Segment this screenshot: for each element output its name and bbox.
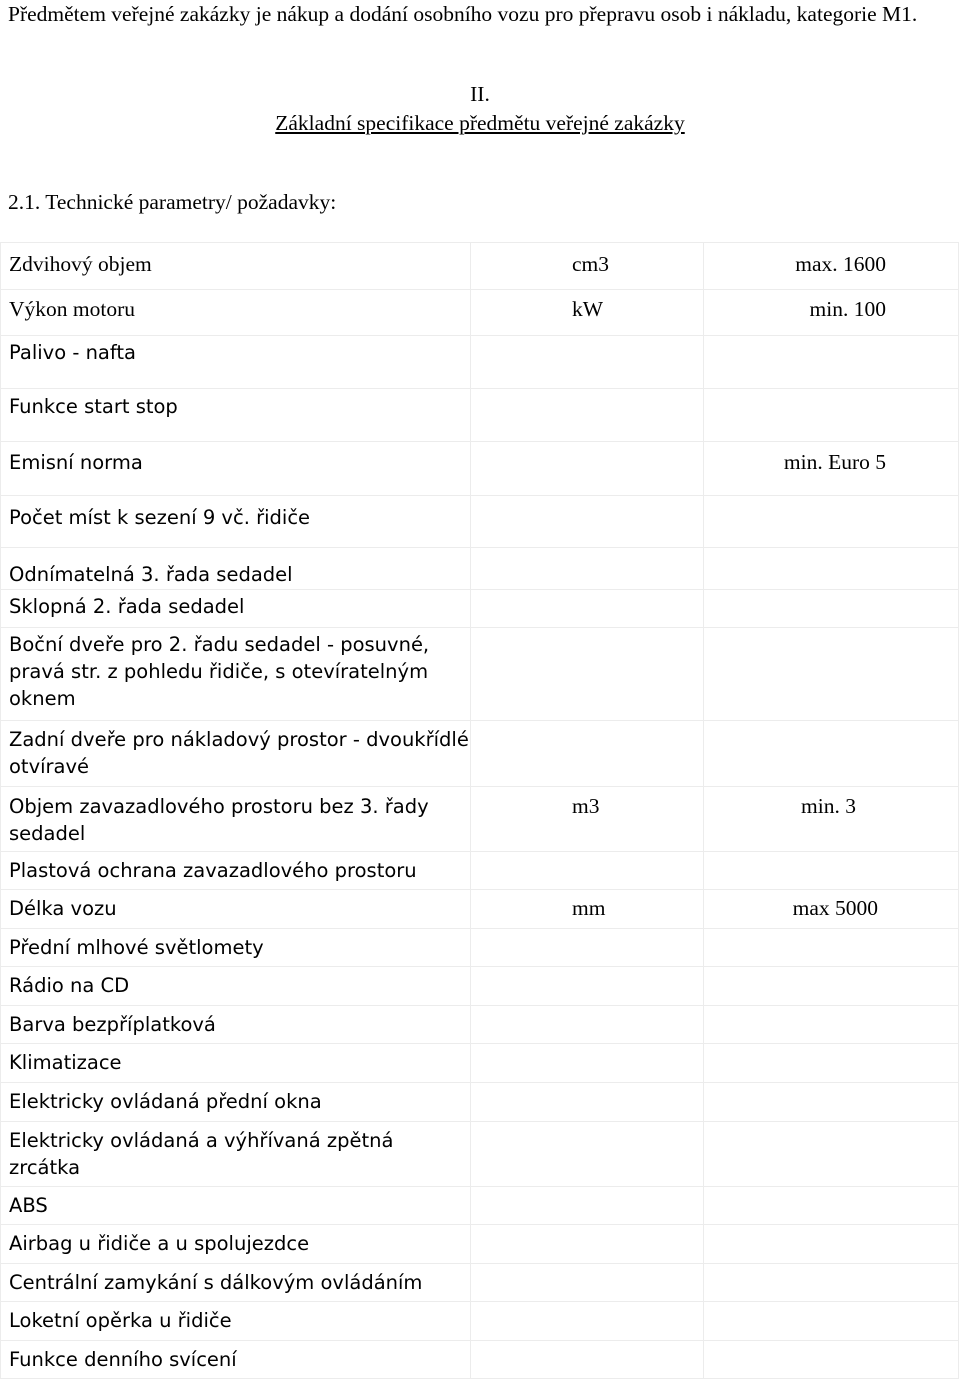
unit-cell	[471, 1044, 704, 1083]
parameter-cell	[1, 721, 471, 787]
unit-cell	[471, 496, 704, 548]
unit-cell	[471, 336, 704, 389]
unit-label	[471, 1225, 703, 1230]
unit-cell	[471, 1122, 704, 1187]
chapter-number: II.	[470, 82, 490, 106]
table-row	[1, 290, 959, 336]
parameter-cell	[1, 1187, 471, 1225]
parameter-label: Délka vozu	[9, 897, 117, 920]
unit-label: cm3	[572, 252, 610, 276]
parameter-cell	[1, 1006, 471, 1044]
parameter-label: Emisní norma	[9, 451, 143, 474]
value-cell	[704, 1006, 959, 1044]
parameter-cell	[1, 243, 471, 290]
parameter-cell	[1, 336, 471, 389]
value-cell	[704, 721, 959, 787]
unit-cell	[471, 787, 704, 852]
unit-cell	[471, 967, 704, 1006]
parameter-cell	[1, 1225, 471, 1264]
value-cell	[704, 1264, 959, 1302]
value-label	[704, 721, 958, 726]
value-cell	[704, 628, 959, 721]
table-row	[1, 852, 959, 890]
unit-label	[471, 1083, 703, 1088]
parameter-label: Odnímatelná 3. řada sedadel	[9, 563, 293, 586]
value-cell	[704, 1341, 959, 1379]
unit-label	[471, 852, 703, 857]
table-row	[1, 1122, 959, 1187]
unit-cell	[471, 1006, 704, 1044]
parameter-label: Airbag u řidiče a u spolujezdce	[9, 1232, 310, 1255]
unit-cell	[471, 628, 704, 721]
parameter-label: Palivo - nafta	[9, 341, 136, 364]
value-cell	[704, 336, 959, 389]
unit-label	[471, 1341, 703, 1346]
value-label	[704, 548, 958, 561]
unit-label	[471, 929, 703, 934]
unit-cell	[471, 721, 704, 787]
value-label	[704, 1187, 958, 1192]
parameter-cell	[1, 852, 471, 890]
value-cell	[704, 929, 959, 967]
value-label	[704, 1006, 958, 1011]
table-row	[1, 787, 959, 852]
chapter-title: Základní specifikace předmětu veřejné zakázky	[275, 111, 685, 135]
table-row	[1, 1225, 959, 1264]
parameter-cell	[1, 787, 471, 852]
unit-label: mm	[572, 896, 606, 920]
unit-label	[471, 721, 703, 726]
parameter-label: ABS	[9, 1194, 48, 1217]
value-cell	[704, 1302, 959, 1341]
parameter-label: Loketní opěrka u řidiče	[9, 1309, 232, 1332]
unit-cell	[471, 548, 704, 590]
parameter-label: Zdvihový objem	[9, 252, 152, 276]
table-row	[1, 548, 959, 590]
parameter-cell	[1, 548, 471, 590]
value-label	[704, 336, 958, 339]
table-row	[1, 890, 959, 929]
value-label	[704, 1302, 958, 1307]
intro-paragraph: Předmětem veřejné zakázky je nákup a dodání osobního vozu pro přepravu osob i nákladu, kategorie M1.	[8, 2, 918, 26]
table-row	[1, 1341, 959, 1379]
parameter-cell	[1, 1302, 471, 1341]
parameter-label: Funkce denního svícení	[9, 1348, 237, 1371]
unit-label	[471, 1044, 703, 1049]
parameter-label: Centrální zamykání s dálkovým ovládáním	[9, 1271, 423, 1294]
unit-label	[471, 336, 703, 339]
unit-label	[471, 1006, 703, 1011]
parameter-label: Klimatizace	[9, 1051, 122, 1074]
table-row	[1, 389, 959, 442]
unit-cell	[471, 1187, 704, 1225]
value-label: min. Euro 5	[783, 450, 886, 474]
parameter-label: Elektricky ovládaná přední okna	[9, 1090, 322, 1113]
value-cell	[704, 787, 959, 852]
value-label	[704, 929, 958, 934]
unit-cell	[471, 290, 704, 336]
parameter-cell	[1, 590, 471, 628]
section-title: 2.1. Technické parametry/ požadavky:	[8, 190, 337, 214]
value-cell	[704, 967, 959, 1006]
value-cell	[704, 852, 959, 890]
unit-label	[471, 389, 703, 393]
table-row	[1, 1044, 959, 1083]
value-label	[704, 389, 958, 393]
value-label	[704, 590, 958, 593]
unit-cell	[471, 852, 704, 890]
value-label: min. 3	[801, 794, 856, 818]
value-cell	[704, 890, 959, 929]
parameter-label: Zadní dveře pro nákladový prostor - dvoukřídlé otvíravé	[9, 728, 469, 778]
value-cell	[704, 1044, 959, 1083]
parameter-label: Přední mlhové světlomety	[9, 936, 264, 959]
value-cell	[704, 389, 959, 442]
parameter-label: Sklopná 2. řada sedadel	[9, 595, 245, 618]
table-row	[1, 967, 959, 1006]
parameter-label: Rádio na CD	[9, 974, 130, 997]
value-cell	[704, 1225, 959, 1264]
unit-cell	[471, 1341, 704, 1379]
unit-cell	[471, 1225, 704, 1264]
value-label	[704, 496, 958, 504]
value-label	[704, 1083, 958, 1088]
parameter-label: Výkon motoru	[9, 297, 136, 321]
value-label	[704, 1122, 958, 1127]
parameter-cell	[1, 442, 471, 496]
unit-label	[471, 590, 703, 593]
unit-label	[471, 1264, 703, 1269]
parameter-cell	[1, 1122, 471, 1187]
value-label	[704, 852, 958, 857]
unit-label	[471, 1122, 703, 1127]
value-cell	[704, 1122, 959, 1187]
parameter-cell	[1, 929, 471, 967]
table-row	[1, 496, 959, 548]
unit-label: m3	[572, 794, 600, 818]
parameter-cell	[1, 628, 471, 721]
value-cell	[704, 442, 959, 496]
parameter-label: Počet míst k sezení 9 vč. řidiče	[9, 506, 311, 529]
value-cell	[704, 243, 959, 290]
table-row	[1, 721, 959, 787]
table-row	[1, 1187, 959, 1225]
unit-cell	[471, 1264, 704, 1302]
parameter-cell	[1, 389, 471, 442]
value-label	[704, 628, 958, 631]
unit-cell	[471, 1083, 704, 1122]
parameter-cell	[1, 967, 471, 1006]
value-label	[704, 967, 958, 972]
table-row	[1, 243, 959, 290]
parameter-label: Elektricky ovládaná a výhřívaná zpětná zrcátka	[9, 1129, 394, 1179]
value-label	[704, 1044, 958, 1049]
unit-label	[471, 1302, 703, 1307]
table-row	[1, 1006, 959, 1044]
table-row	[1, 336, 959, 389]
table-row	[1, 929, 959, 967]
value-cell	[704, 1083, 959, 1122]
parameter-cell	[1, 496, 471, 548]
unit-cell	[471, 590, 704, 628]
unit-label	[471, 548, 703, 561]
value-label	[704, 1341, 958, 1346]
parameter-label: Barva bezpříplatková	[9, 1013, 216, 1036]
parameter-label: Boční dveře pro 2. řadu sedadel - posuvné, pravá str. z pohledu řidiče, s otevíratelným oknem	[9, 633, 430, 710]
value-cell	[704, 590, 959, 628]
unit-label: kW	[572, 297, 604, 321]
table-row	[1, 442, 959, 496]
table-row	[1, 1302, 959, 1341]
table-row	[1, 590, 959, 628]
parameter-cell	[1, 1044, 471, 1083]
value-cell	[704, 496, 959, 548]
unit-label	[471, 496, 703, 504]
parameter-label: Funkce start stop	[9, 395, 178, 418]
unit-cell	[471, 1302, 704, 1341]
parameter-cell	[1, 1083, 471, 1122]
spec-table	[0, 242, 959, 1379]
unit-label	[471, 442, 703, 449]
unit-label	[471, 1187, 703, 1192]
unit-cell	[471, 389, 704, 442]
table-row	[1, 1264, 959, 1302]
parameter-label: Objem zavazadlového prostoru bez 3. řady sedadel	[9, 795, 429, 845]
unit-label	[471, 967, 703, 972]
parameter-cell	[1, 1341, 471, 1379]
value-label: min. 100	[809, 297, 886, 321]
table-row	[1, 628, 959, 721]
value-cell	[704, 1187, 959, 1225]
value-cell	[704, 290, 959, 336]
parameter-label: Plastová ochrana zavazadlového prostoru	[9, 859, 417, 882]
unit-cell	[471, 442, 704, 496]
value-label	[704, 1225, 958, 1230]
table-row	[1, 1083, 959, 1122]
parameter-cell	[1, 290, 471, 336]
unit-label	[471, 628, 703, 631]
value-cell	[704, 548, 959, 590]
unit-cell	[471, 243, 704, 290]
value-label: max 5000	[792, 896, 878, 920]
unit-cell	[471, 890, 704, 929]
parameter-cell	[1, 890, 471, 929]
unit-cell	[471, 929, 704, 967]
value-label	[704, 1264, 958, 1269]
parameter-cell	[1, 1264, 471, 1302]
value-label: max. 1600	[795, 252, 886, 276]
